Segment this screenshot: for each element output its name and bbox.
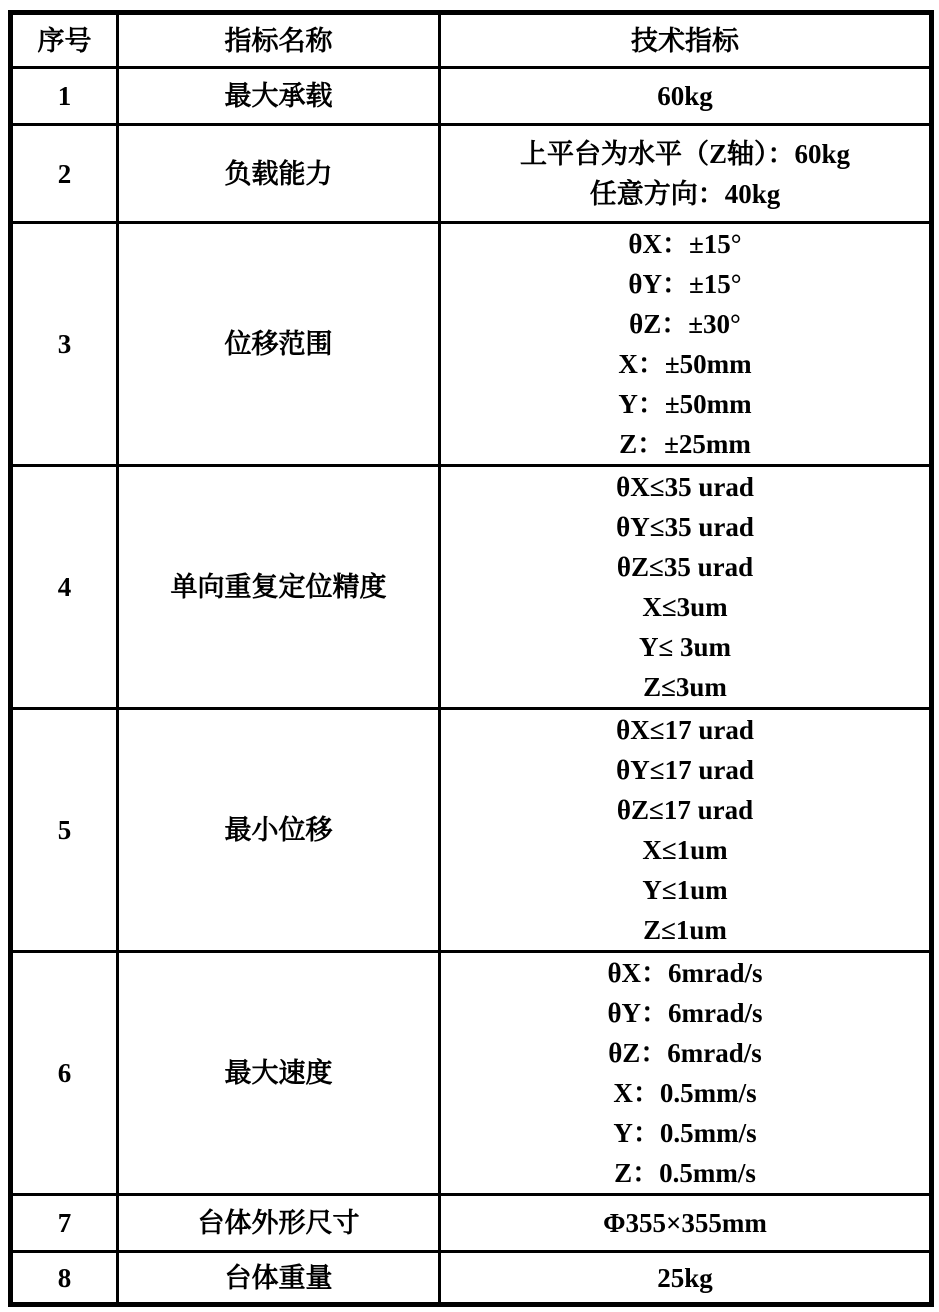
cell-technical-spec: Φ355×355mm [440, 1195, 932, 1252]
cell-indicator-name: 单向重复定位精度 [118, 466, 440, 709]
table-row [11, 466, 932, 709]
cell-serial-number: 4 [11, 466, 118, 709]
cell-indicator-name: 最大承载 [118, 68, 440, 125]
header-technical-spec: 技术指标 [440, 13, 932, 68]
cell-serial-number: 8 [11, 1252, 118, 1305]
cell-technical-spec: θX：6mrad/s θY：6mrad/s θZ：6mrad/s X：0.5mm/s Y：0.5mm/s Z：0.5mm/s [440, 952, 932, 1195]
cell-technical-spec: 25kg [440, 1252, 932, 1305]
table-header-row [11, 13, 932, 68]
cell-indicator-name: 最小位移 [118, 709, 440, 952]
cell-technical-spec: 60kg [440, 68, 932, 125]
cell-serial-number: 7 [11, 1195, 118, 1252]
cell-technical-spec: θX：±15° θY：±15° θZ：±30° X：±50mm Y：±50mm Z：±25mm [440, 223, 932, 466]
table-row [11, 68, 932, 125]
table-row [11, 125, 932, 223]
cell-indicator-name: 负载能力 [118, 125, 440, 223]
cell-technical-spec: θX≤17 urad θY≤17 urad θZ≤17 urad X≤1um Y≤1um Z≤1um [440, 709, 932, 952]
cell-serial-number: 2 [11, 125, 118, 223]
cell-technical-spec: θX≤35 urad θY≤35 urad θZ≤35 urad X≤3um Y≤ 3um Z≤3um [440, 466, 932, 709]
cell-serial-number: 1 [11, 68, 118, 125]
header-indicator-name: 指标名称 [118, 13, 440, 68]
table-row [11, 952, 932, 1195]
cell-indicator-name: 台体重量 [118, 1252, 440, 1305]
cell-serial-number: 3 [11, 223, 118, 466]
cell-indicator-name: 台体外形尺寸 [118, 1195, 440, 1252]
table-row [11, 223, 932, 466]
table-row [11, 709, 932, 952]
cell-technical-spec: 上平台为水平（Z轴）：60kg 任意方向：40kg [440, 125, 932, 223]
cell-indicator-name: 位移范围 [118, 223, 440, 466]
spec-table [8, 10, 934, 1307]
cell-indicator-name: 最大速度 [118, 952, 440, 1195]
header-serial-number: 序号 [11, 13, 118, 68]
cell-serial-number: 5 [11, 709, 118, 952]
table-row [11, 1252, 932, 1305]
cell-serial-number: 6 [11, 952, 118, 1195]
table-row [11, 1195, 932, 1252]
